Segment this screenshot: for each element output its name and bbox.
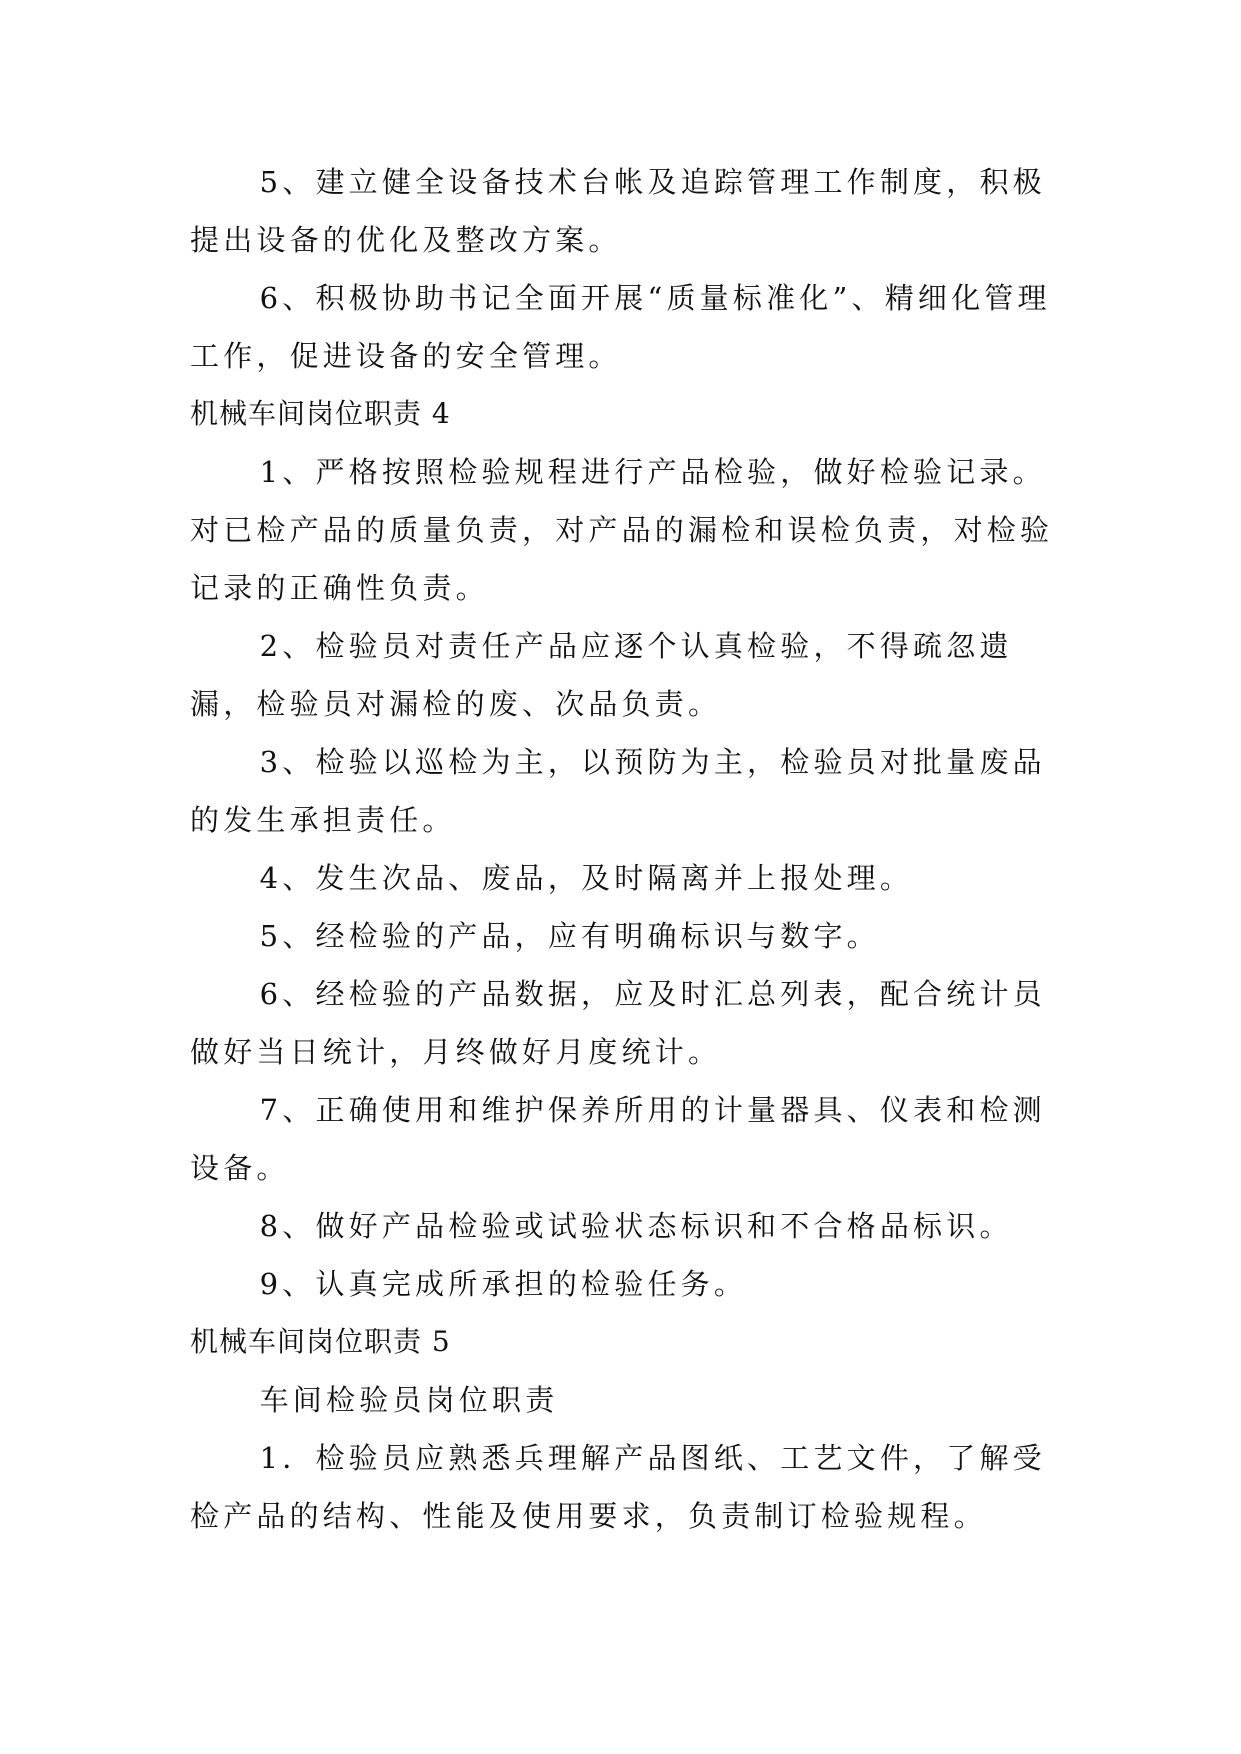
section-heading: 机械车间岗位职责 5 — [190, 1325, 451, 1358]
paragraph: 3、检验以巡检为主，以预防为主，检验员对批量废品的发生承担责任。 — [190, 745, 1046, 837]
paragraph: 1、严格按照检验规程进行产品检验，做好检验记录。对已检产品的质量负责，对产品的漏检和误检负责，对检验记录的正确性负责。 — [190, 455, 1054, 605]
paragraph: 1．检验员应熟悉兵理解产品图纸、工艺文件，了解受检产品的结构、性能及使用要求，负责制订检验规程。 — [190, 1441, 1046, 1533]
paragraph: 4、发生次品、废品，及时隔离并上报处理。 — [259, 861, 914, 895]
paragraph: 6、积极协助书记全面开展“质量标准化”、精细化管理工作，促进设备的安全管理。 — [190, 281, 1051, 373]
paragraph: 2、检验员对责任产品应逐个认真检验，不得疏忽遗漏，检验员对漏检的废、次品负责。 — [190, 629, 1013, 721]
paragraph: 5、建立健全设备技术台帐及追踪管理工作制度，积极提出设备的优化及整改方案。 — [190, 165, 1046, 257]
document-body — [190, 153, 1060, 1545]
paragraph: 9、认真完成所承担的检验任务。 — [259, 1267, 748, 1301]
paragraph: 7、正确使用和维护保养所用的计量器具、仪表和检测设备。 — [190, 1093, 1046, 1185]
section-heading: 机械车间岗位职责 4 — [190, 397, 451, 430]
paragraph: 6、经检验的产品数据，应及时汇总列表，配合统计员做好当日统计，月终做好月度统计。 — [190, 977, 1046, 1069]
paragraph: 8、做好产品检验或试验状态标识和不合格品标识。 — [259, 1209, 1013, 1243]
subheading-paragraph: 车间检验员岗位职责 — [259, 1383, 559, 1417]
paragraph: 5、经检验的产品，应有明确标识与数字。 — [259, 919, 880, 953]
